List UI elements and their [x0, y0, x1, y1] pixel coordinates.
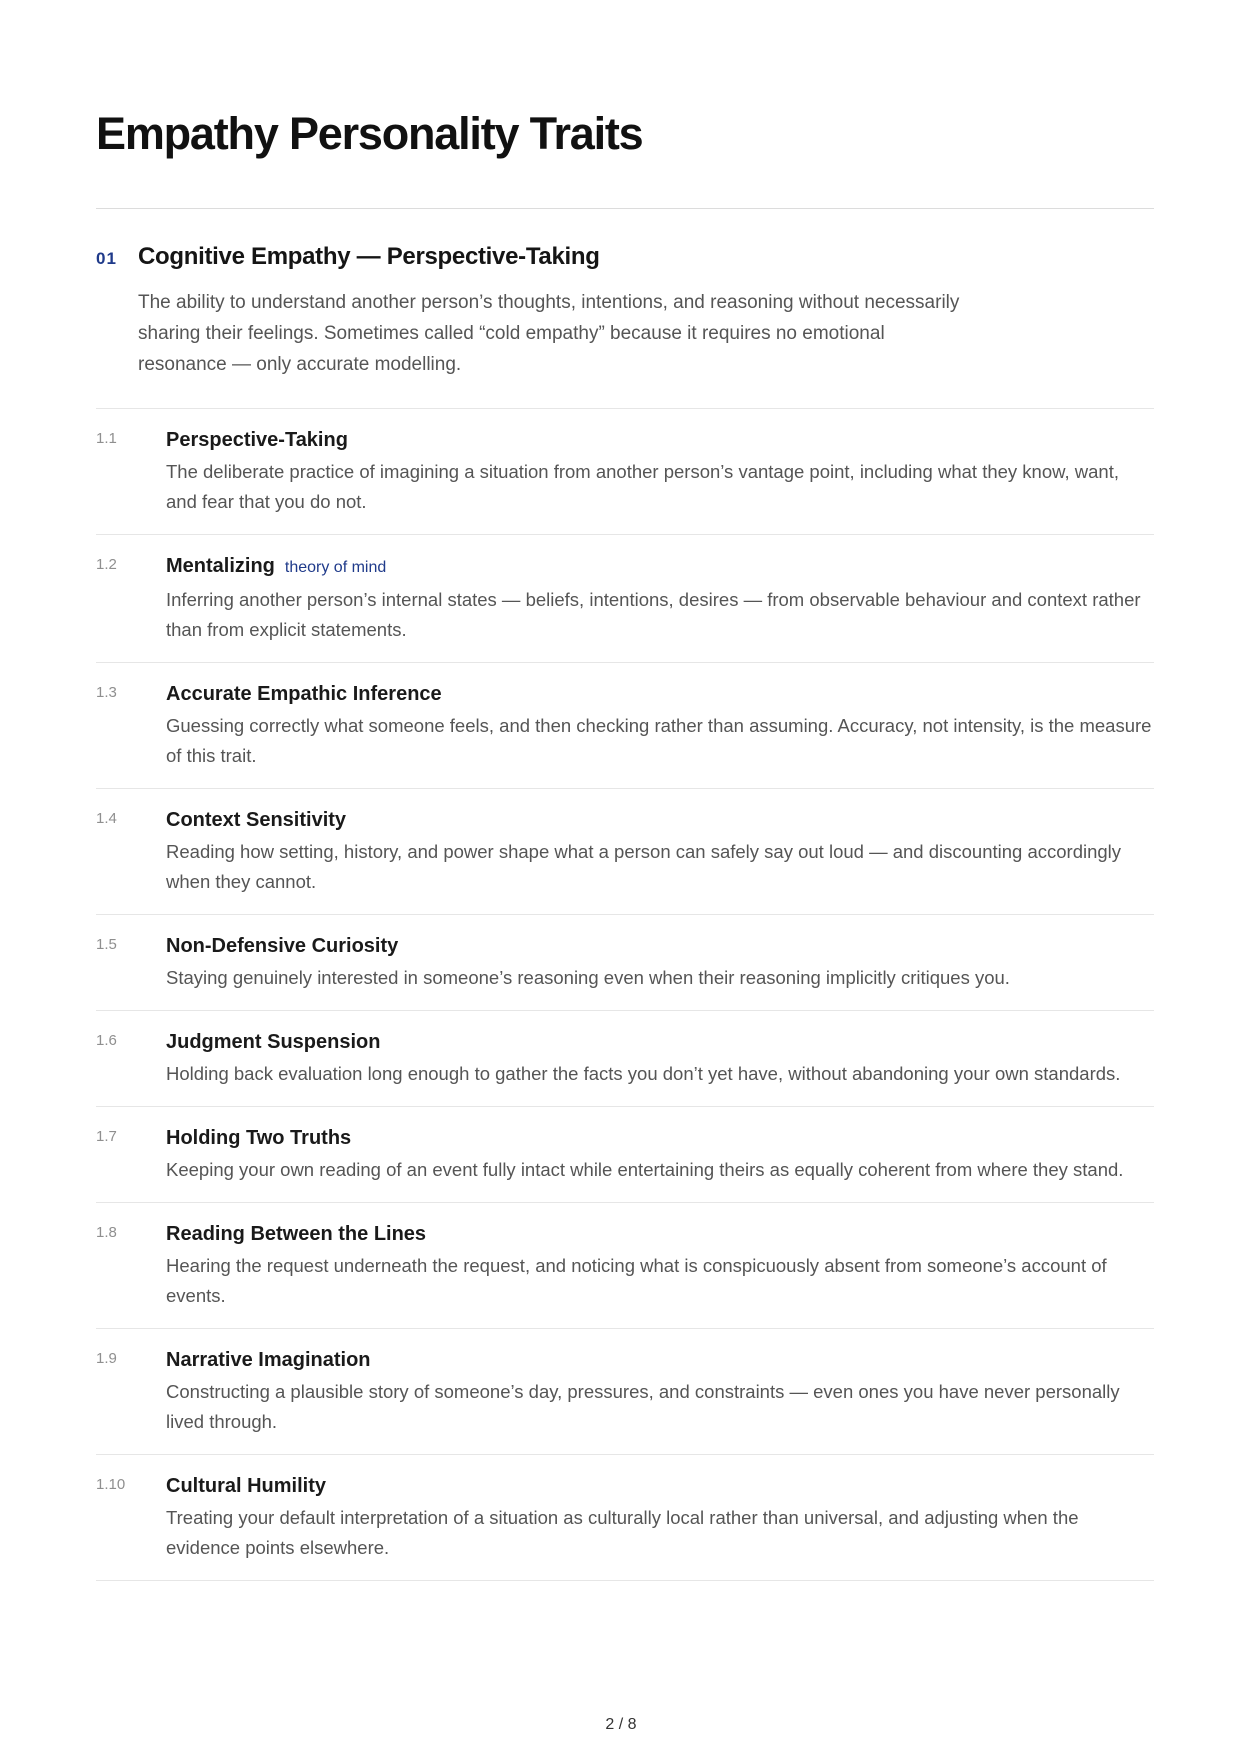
trait-number: 1.2 — [96, 556, 117, 573]
trait-item — [96, 1455, 1154, 1581]
trait-name: Judgment Suspension — [166, 1031, 381, 1053]
trait-heading — [166, 1029, 1154, 1055]
section-header — [96, 243, 1154, 271]
trait-item — [96, 1203, 1154, 1329]
trait-item — [96, 915, 1154, 1011]
trait-heading — [166, 807, 1154, 833]
trait-name: Non-Defensive Curiosity — [166, 935, 399, 957]
trait-number: 1.6 — [96, 1032, 117, 1049]
trait-description: Reading how setting, history, and power shape what a person can safely say out loud — and discounting accordingly when they cannot. — [166, 841, 1122, 892]
trait-body — [166, 1125, 1154, 1185]
trait-number: 1.7 — [96, 1128, 117, 1145]
trait-body — [166, 553, 1154, 645]
trait-number: 1.9 — [96, 1350, 117, 1367]
trait-name: Context Sensitivity — [166, 809, 347, 831]
trait-name: Holding Two Truths — [166, 1127, 352, 1149]
trait-body — [166, 1221, 1154, 1311]
page-number: 2 / 8 — [605, 1716, 637, 1733]
trait-item — [96, 663, 1154, 789]
trait-number: 1.1 — [96, 430, 117, 447]
trait-number: 1.10 — [96, 1476, 126, 1493]
page-title: Empathy Personality Traits — [96, 108, 643, 159]
trait-name: Accurate Empathic Inference — [166, 683, 442, 705]
trait-body — [166, 427, 1154, 517]
trait-body — [166, 1473, 1154, 1563]
trait-description: Keeping your own reading of an event fully intact while entertaining theirs as equally coherent from where they stand. — [166, 1159, 1124, 1180]
trait-aside-label: theory of mind — [284, 559, 387, 576]
trait-name: Cultural Humility — [166, 1475, 327, 1497]
trait-description: Inferring another person’s internal states — beliefs, intentions, desires — from observable behaviour and context rather than from explicit statements. — [166, 589, 1141, 640]
trait-description: Treating your default interpretation of a situation as culturally local rather than universal, and adjusting when the evidence points elsewhere. — [166, 1507, 1079, 1558]
trait-heading — [166, 933, 1154, 959]
trait-number: 1.5 — [96, 936, 117, 953]
trait-heading — [166, 1473, 1154, 1499]
trait-heading — [166, 1125, 1154, 1151]
trait-name: Reading Between the Lines — [166, 1223, 427, 1245]
trait-name: Mentalizing — [166, 555, 275, 577]
trait-item — [96, 1011, 1154, 1107]
trait-heading — [166, 427, 1154, 453]
trait-item — [96, 1329, 1154, 1455]
trait-body — [166, 933, 1154, 993]
trait-item — [96, 789, 1154, 915]
trait-body — [166, 1347, 1154, 1437]
trait-heading — [166, 1221, 1154, 1247]
section-number: 01 — [96, 249, 117, 268]
trait-heading — [166, 553, 1154, 581]
trait-body — [166, 1029, 1154, 1089]
trait-number: 1.8 — [96, 1224, 117, 1241]
trait-description: Hearing the request underneath the request, and noticing what is conspicuously absent from someone’s account of events. — [166, 1255, 1107, 1306]
trait-item — [96, 409, 1154, 535]
trait-description: Holding back evaluation long enough to gather the facts you don’t yet have, without abandoning your own standards. — [166, 1063, 1121, 1084]
trait-description: Staying genuinely interested in someone’s reasoning even when their reasoning implicitly critiques you. — [166, 967, 1010, 988]
section-description: The ability to understand another person’s thoughts, intentions, and reasoning without necessarily sharing their feelings. Sometimes called “cold empathy” because it requires no emotional resonance — only accurate modelling. — [138, 292, 960, 375]
trait-list — [96, 409, 1154, 1581]
trait-item — [96, 1107, 1154, 1203]
trait-description: Constructing a plausible story of someone’s day, pressures, and constraints — even ones you have never personally lived through. — [166, 1381, 1120, 1432]
trait-item — [96, 535, 1154, 663]
trait-body — [166, 681, 1154, 771]
document-page — [96, 0, 1154, 1581]
trait-description: Guessing correctly what someone feels, and then checking rather than assuming. Accuracy, not intensity, is the measure of this trait. — [166, 715, 1152, 766]
trait-description: The deliberate practice of imagining a situation from another person’s vantage point, including what they know, want, and fear that you do not. — [166, 461, 1119, 512]
section-title: Cognitive Empathy — Perspective-Taking — [138, 243, 600, 270]
trait-body — [166, 807, 1154, 897]
trait-name: Perspective-Taking — [166, 429, 348, 451]
title-divider — [96, 208, 1154, 209]
trait-number: 1.4 — [96, 810, 117, 827]
trait-name: Narrative Imagination — [166, 1349, 371, 1371]
trait-heading — [166, 681, 1154, 707]
trait-heading — [166, 1347, 1154, 1373]
trait-number: 1.3 — [96, 684, 117, 701]
